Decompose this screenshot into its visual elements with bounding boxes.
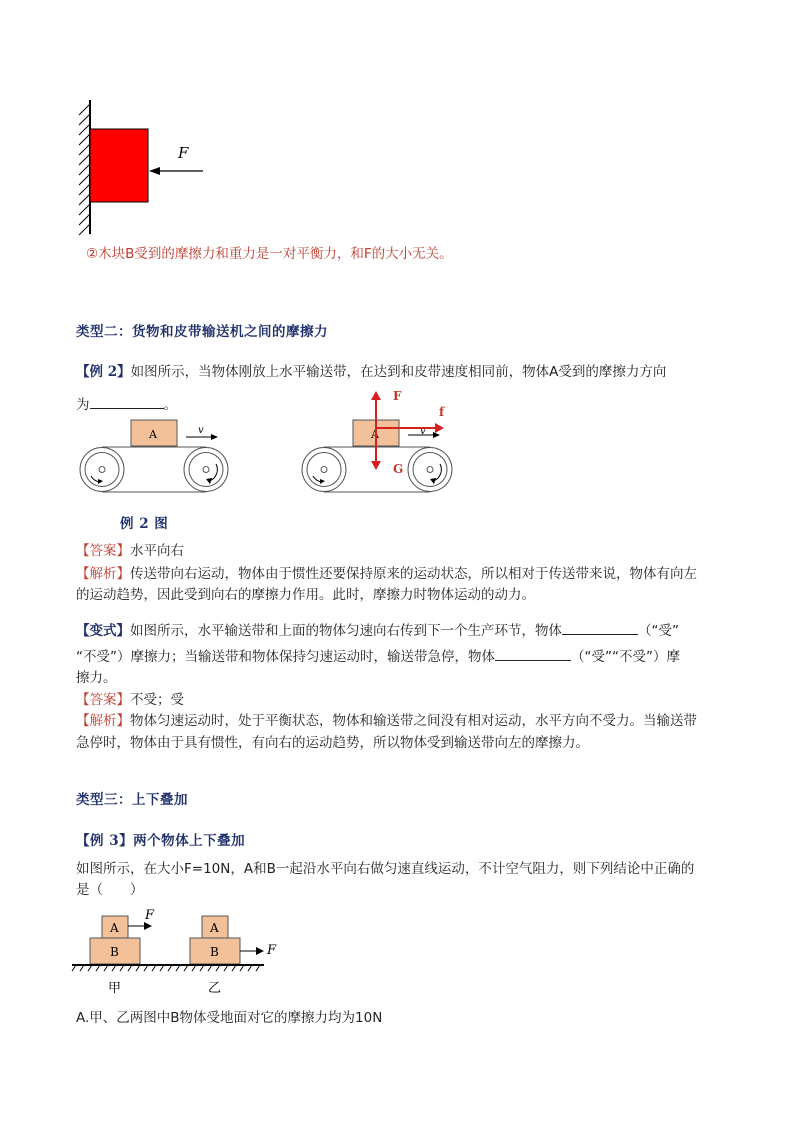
variant-tag: 【变式】 — [76, 623, 130, 639]
velocity-label: v — [420, 426, 426, 437]
answer-text: 水平向右 — [130, 543, 184, 559]
answer-tag: 【答案】 — [76, 543, 130, 559]
example2-analysis-1 — [76, 564, 697, 584]
variant-analysis-2: 急停时，物体由于具有惯性，有向右的运动趋势，所以物体受到输送带向左的摩擦力。 — [76, 735, 589, 751]
note-b: ②木块B受到的摩擦力和重力是一对平衡力，和F的大小无关。 — [86, 246, 453, 262]
red-block — [90, 129, 148, 202]
velocity-label: v — [198, 425, 204, 436]
variant-text: （“受” — [638, 623, 679, 639]
force-label: F — [178, 144, 189, 162]
block-label: B — [210, 945, 219, 959]
analysis-text: 物体匀速运动时，处于平衡状态，物体和输送带之间没有相对运动，水平方向不受力。当输送带 — [130, 713, 697, 729]
force-label: F — [145, 908, 155, 923]
crate-label: A — [149, 428, 157, 441]
variant-line3: 擦力。 — [76, 670, 117, 686]
variant-text: （“受”“不受”）摩 — [571, 649, 680, 665]
variant-answer — [76, 690, 184, 710]
conveyor-figure-right — [296, 386, 466, 496]
example2-text2-suffix: 。 — [163, 397, 177, 413]
variant-line2 — [76, 646, 680, 667]
force-f-label: F — [393, 389, 402, 403]
example3-title: 两个物体上下叠加 — [133, 833, 246, 849]
block-label: A — [210, 921, 219, 935]
option-a: A.甲、乙两图中B物体受地面对它的摩擦力均为10N — [76, 1010, 383, 1026]
stacked-blocks-figure — [72, 906, 277, 998]
answer-text: 不受；受 — [130, 692, 184, 708]
section2-title: 类型二：货物和皮带输送机之间的摩擦力 — [76, 324, 328, 340]
block-label: A — [110, 921, 119, 935]
variant-text: 如图所示，水平输送带和上面的物体匀速向右传到下一个生产环节，物体 — [130, 623, 562, 639]
figure-label-yi: 乙 — [208, 981, 222, 996]
block-label: B — [110, 945, 119, 959]
answer-blank — [562, 620, 638, 635]
figure-label-jia: 甲 — [108, 981, 122, 996]
example3-text2: 是（ ） — [76, 882, 144, 898]
variant-text: “不受”）摩擦力；当输送带和物体保持匀速运动时，输送带急停，物体 — [76, 649, 495, 665]
example2-analysis-2: 的运动趋势，因此受到向右的摩擦力作用。此时，摩擦力时物体运动的动力。 — [76, 587, 535, 603]
answer-blank — [495, 646, 571, 661]
friction-f-label: f — [439, 405, 445, 419]
example2-tag: 【例 2】 — [76, 364, 131, 380]
answer-blank — [90, 394, 164, 409]
variant-line1 — [76, 620, 679, 641]
example2-text2-prefix: 为 — [76, 397, 90, 413]
example2-line1 — [76, 362, 666, 382]
analysis-tag: 【解析】 — [76, 713, 130, 729]
figure-caption: 例 2 图 — [120, 516, 169, 532]
force-g-label: G — [393, 462, 404, 476]
answer-tag: 【答案】 — [76, 692, 130, 708]
section3-title: 类型三：上下叠加 — [76, 792, 188, 808]
example3-text1: 如图所示，在大小F=10N，A和B一起沿水平向右做匀速直线运动，不计空气阻力，则下列结论中正确的 — [76, 861, 695, 877]
example2-line2 — [76, 394, 177, 415]
example3-tag: 【例 3】 — [76, 833, 134, 849]
crate-label: A — [371, 428, 379, 441]
example2-text1: 如图所示，当物体刚放上水平输送带，在达到和皮带速度相同前，物体A受到的摩擦力方向 — [130, 364, 667, 380]
example3-heading — [76, 829, 245, 849]
example2-answer — [76, 541, 184, 561]
analysis-tag: 【解析】 — [76, 566, 130, 582]
force-label: F — [267, 943, 277, 958]
conveyor-figure-left — [76, 418, 236, 494]
analysis-text: 传送带向右运动，物体由于惯性还要保持原来的运动状态，所以相对于传送带来说，物体有向左 — [130, 566, 697, 582]
wall-block-figure — [70, 98, 220, 236]
variant-analysis-1 — [76, 711, 697, 731]
